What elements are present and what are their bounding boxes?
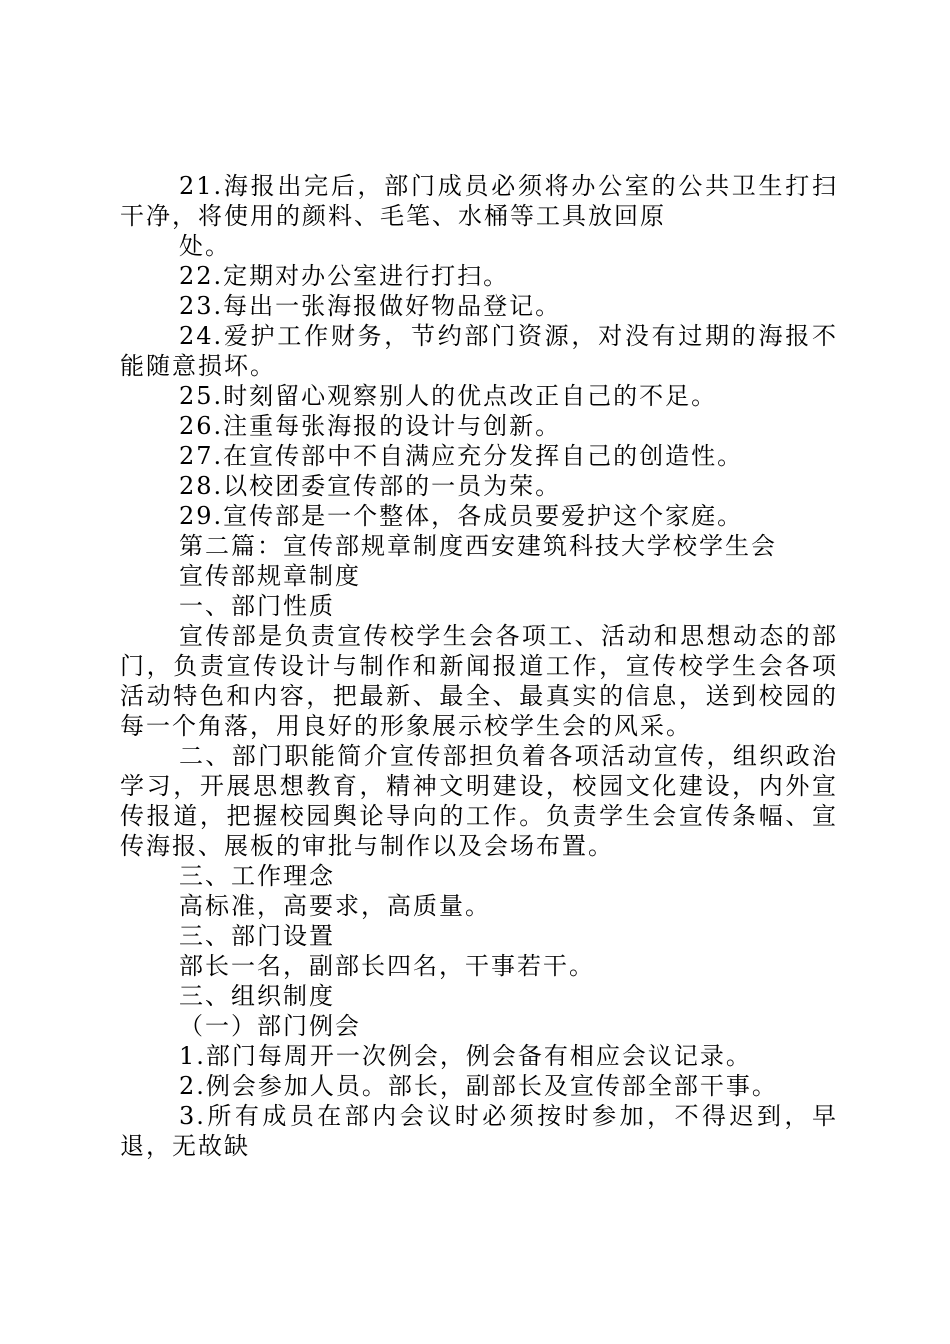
paragraph: 22.定期对办公室进行打扫。 <box>179 262 510 290</box>
paragraph: 24.爱护工作财务，节约部门资源，对没有过期的海报不能随意损坏。 <box>120 322 838 380</box>
paragraph: 29.宣传部是一个整体，各成员要爱护这个家庭。 <box>179 502 744 530</box>
paragraph: 28.以校团委宣传部的一员为荣。 <box>179 472 562 500</box>
paragraph: 26.注重每张海报的设计与创新。 <box>179 412 562 440</box>
paragraph: 二、部门职能简介宣传部担负着各项活动宣传，组织政治学习，开展思想教育，精神文明建设，校园文化建设，内外宣传报道，把握校园舆论导向的工作。负责学生会宣传条幅、宣传海报、展板的审批与制作以及会场布置。 <box>120 742 838 860</box>
paragraph: 高标准，高要求，高质量。 <box>179 892 491 920</box>
paragraph: 2.例会参加人员。部长，副部长及宣传部全部干事。 <box>179 1072 778 1100</box>
paragraph: 27.在宣传部中不自满应充分发挥自己的创造性。 <box>179 442 744 470</box>
subsection-heading: 三、部门设置 <box>179 922 335 950</box>
paragraph: 处。 <box>179 232 231 260</box>
section-heading: 宣传部规章制度 <box>179 562 361 590</box>
paragraph: 21.海报出完后，部门成员必须将办公室的公共卫生打扫干净，将使用的颜料、毛笔、水桶等工具放回原 <box>120 172 838 230</box>
paragraph: 3.所有成员在部内会议时必须按时参加，不得迟到，早退，无故缺 <box>120 1102 838 1160</box>
paragraph: 1.部门每周开一次例会，例会备有相应会议记录。 <box>179 1042 752 1070</box>
paragraph: 宣传部是负责宣传校学生会各项工、活动和思想动态的部门，负责宣传设计与制作和新闻报道工作，宣传校学生会各项活动特色和内容，把最新、最全、最真实的信息，送到校园的每一个角落，用良好的形象展示校学生会的风采。 <box>120 622 838 740</box>
paragraph: 23.每出一张海报做好物品登记。 <box>179 292 562 320</box>
section-heading: 第二篇：宣传部规章制度西安建筑科技大学校学生会 <box>179 532 777 560</box>
paragraph: 部长一名，副部长四名，干事若干。 <box>179 952 595 980</box>
subsection-heading: （一）部门例会 <box>179 1012 361 1040</box>
subsection-heading: 三、工作理念 <box>179 862 335 890</box>
subsection-heading: 三、组织制度 <box>179 982 335 1010</box>
paragraph: 25.时刻留心观察别人的优点改正自己的不足。 <box>179 382 718 410</box>
subsection-heading: 一、部门性质 <box>179 592 335 620</box>
document-body <box>120 171 838 1161</box>
